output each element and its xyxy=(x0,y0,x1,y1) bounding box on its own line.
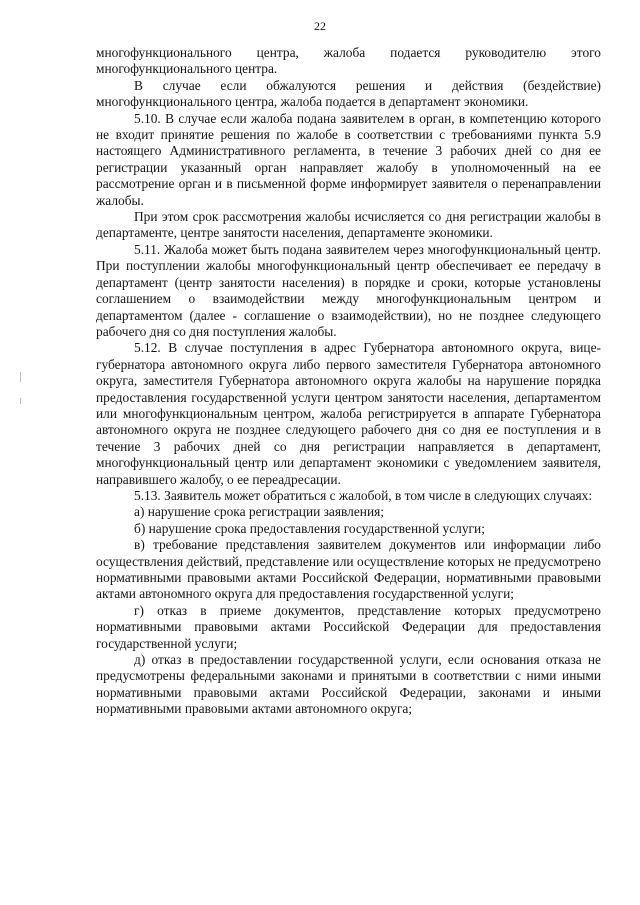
document-body xyxy=(96,45,601,718)
list-item-a: а) нарушение срока регистрации заявления; xyxy=(134,504,384,520)
paragraph-5-11: 5.11. Жалоба может быть подана заявителем через многофункциональный центр. При поступлении жалобы многофункциональный центр обеспечивает ее передачу в департамент (центр занятости населения) в порядке и сроки, которые установлены соглашением о взаимодействии между многофункциональным центром и департаментом (далее - соглашение о взаимодействии), но не позднее следующего рабочего дня со дня поступления жалобы. xyxy=(96,241,601,339)
list-item-b: б) нарушение срока предоставления государственной услуги; xyxy=(134,520,485,536)
paragraph-5-13: 5.13. Заявитель может обратиться с жалобой, в том числе в следующих случаях: xyxy=(134,487,593,503)
paragraph: В случае если обжалуются решения и действия (бездействие) многофункционального центра, жалоба подается в департамент экономики. xyxy=(96,77,601,110)
scan-margin-mark xyxy=(20,372,21,382)
list-item-d: д) отказ в предоставлении государственной услуги, если основания отказа не предусмотрены федеральными законами и принятыми в соответствии с ними иными нормативными правовыми актами Российской Федерации, законами и иными нормативными правовыми актами автономного округа; xyxy=(96,652,601,717)
page-number: 22 xyxy=(314,19,326,33)
paragraph-continuation: многофункционального центра, жалоба подается руководителю этого многофункционального центра. xyxy=(96,45,601,77)
list-item-g: г) отказ в приеме документов, представление которых предусмотрено нормативными правовыми актами Российской Федерации для предоставления государственной услуги; xyxy=(96,602,601,651)
scan-margin-mark xyxy=(20,398,21,404)
list-item-v: в) требование представления заявителем документов или информации либо осуществления действий, представление или осуществление которых не предусмотрено нормативными правовыми актами Российской Федерации, нормативными правовыми актами автономного округа для предоставления государственной услуги; xyxy=(96,537,601,602)
paragraph-5-12: 5.12. В случае поступления в адрес Губернатора автономного округа, вице-губернатора автономного округа либо первого заместителя Губернатора автономного округа, заместителя Губернатора автономного округа жалобы на нарушение порядка предоставления государственной услуги центром занятости населения, департаментом или многофункциональным центром, жалоба регистрируется в аппарате Губернатора автономного округа не позднее следующего рабочего дня со дня ее поступления и в течение 3 рабочих дней со дня регистрации направляется в департамент, многофункциональный центр или департамент экономики с уведомлением заявителя, направившего жалобу, о ее переадресации. xyxy=(96,340,601,487)
paragraph: При этом срок рассмотрения жалобы исчисляется со дня регистрации жалобы в департаменте, центре занятости населения, департаменте экономики. xyxy=(96,209,601,241)
paragraph-5-10: 5.10. В случае если жалоба подана заявителем в орган, в компетенцию которого не входит принятие решения по жалобе в соответствии с требованиями пункта 5.9 настоящего Административного регламента, в течение 3 рабочих дней со дня ее регистрации указанный орган направляет жалобу в уполномоченный на ее рассмотрение орган и в письменной форме информирует заявителя о перенаправлении жалобы. xyxy=(96,110,601,208)
